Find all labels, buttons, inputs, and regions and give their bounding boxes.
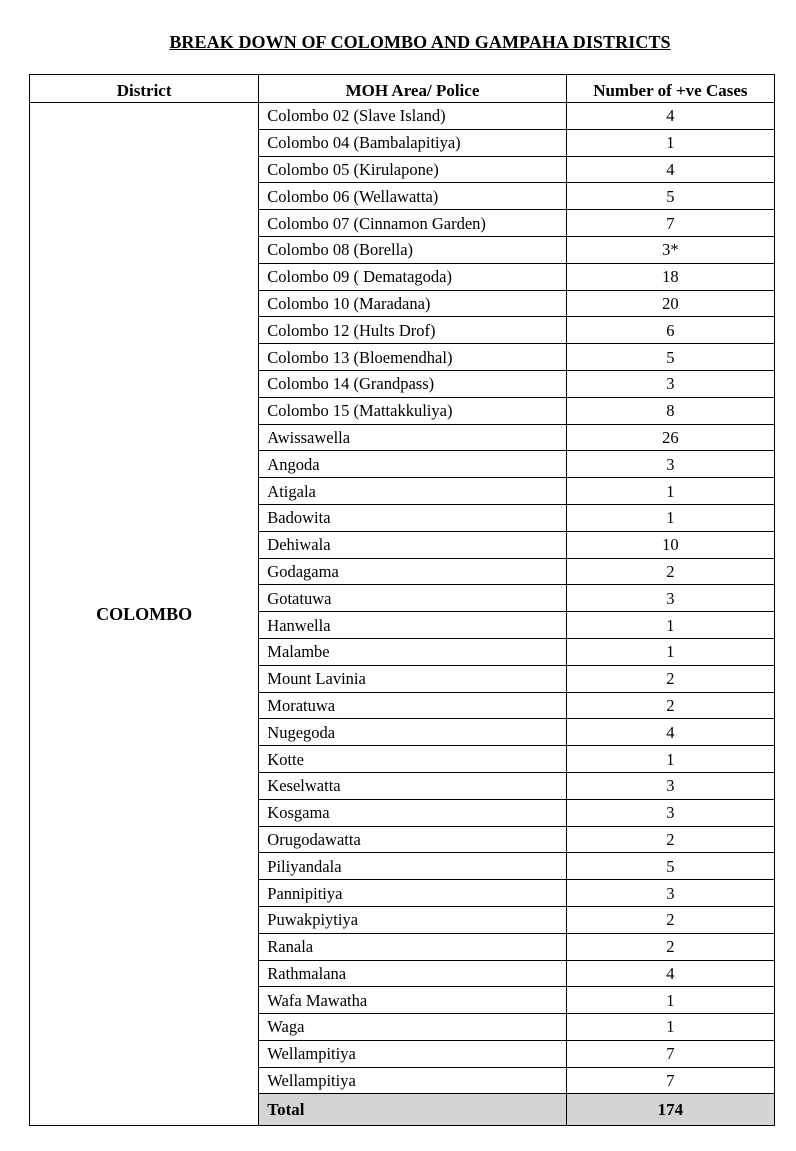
cases-cell: 3 [566, 772, 774, 799]
cases-cell: 2 [566, 826, 774, 853]
moh-area-cell: Godagama [259, 558, 566, 585]
cases-cell: 3 [566, 370, 774, 397]
cases-cell: 5 [566, 853, 774, 880]
table-header-row [30, 75, 775, 103]
cases-cell: 1 [566, 1014, 774, 1041]
moh-area-cell: Colombo 13 (Bloemendhal) [259, 344, 566, 371]
cases-cell: 7 [566, 210, 774, 237]
page-title: BREAK DOWN OF COLOMBO AND GAMPAHA DISTRICTS [169, 32, 671, 52]
cases-cell: 4 [566, 103, 774, 130]
moh-area-cell: Colombo 07 (Cinnamon Garden) [259, 210, 566, 237]
cases-cell: 18 [566, 263, 774, 290]
moh-area-cell: Colombo 12 (Hults Drof) [259, 317, 566, 344]
cases-cell: 1 [566, 478, 774, 505]
cases-cell: 1 [566, 612, 774, 639]
moh-area-cell: Piliyandala [259, 853, 566, 880]
cases-cell: 4 [566, 960, 774, 987]
moh-area-cell: Pannipitiya [259, 880, 566, 907]
moh-area-cell: Malambe [259, 638, 566, 665]
moh-area-cell: Gotatuwa [259, 585, 566, 612]
cases-cell: 2 [566, 692, 774, 719]
moh-area-cell: Wafa Mawatha [259, 987, 566, 1014]
cases-cell: 3 [566, 799, 774, 826]
moh-area-cell: Hanwella [259, 612, 566, 639]
moh-area-cell: Moratuwa [259, 692, 566, 719]
cases-cell: 1 [566, 129, 774, 156]
cases-cell: 4 [566, 156, 774, 183]
moh-area-cell: Kosgama [259, 799, 566, 826]
cases-cell: 3* [566, 236, 774, 263]
total-value: 174 [566, 1094, 774, 1126]
cases-cell: 1 [566, 987, 774, 1014]
header-district: District [30, 75, 259, 103]
cases-cell: 3 [566, 585, 774, 612]
moh-area-cell: Colombo 08 (Borella) [259, 236, 566, 263]
moh-area-cell: Awissawella [259, 424, 566, 451]
moh-area-cell: Colombo 05 (Kirulapone) [259, 156, 566, 183]
moh-area-cell: Colombo 10 (Maradana) [259, 290, 566, 317]
moh-area-cell: Kotte [259, 746, 566, 773]
moh-area-cell: Ranala [259, 933, 566, 960]
cases-cell: 2 [566, 665, 774, 692]
cases-cell: 3 [566, 451, 774, 478]
cases-cell: 6 [566, 317, 774, 344]
cases-cell: 2 [566, 906, 774, 933]
cases-cell: 3 [566, 880, 774, 907]
cases-cell: 5 [566, 183, 774, 210]
cases-cell: 1 [566, 504, 774, 531]
moh-area-cell: Rathmalana [259, 960, 566, 987]
cases-cell: 20 [566, 290, 774, 317]
district-cell: COLOMBO [30, 103, 259, 1126]
table-body [30, 103, 775, 1126]
moh-area-cell: Atigala [259, 478, 566, 505]
cases-cell: 26 [566, 424, 774, 451]
moh-area-cell: Wellampitiya [259, 1067, 566, 1094]
cases-cell: 4 [566, 719, 774, 746]
total-label: Total [259, 1094, 566, 1126]
moh-area-cell: Mount Lavinia [259, 665, 566, 692]
cases-cell: 7 [566, 1040, 774, 1067]
moh-area-cell: Colombo 02 (Slave Island) [259, 103, 566, 130]
moh-area-cell: Colombo 09 ( Dematagoda) [259, 263, 566, 290]
header-cases: Number of +ve Cases [566, 75, 774, 103]
cases-cell: 1 [566, 746, 774, 773]
moh-area-cell: Orugodawatta [259, 826, 566, 853]
moh-area-cell: Nugegoda [259, 719, 566, 746]
cases-table [29, 74, 775, 1126]
moh-area-cell: Angoda [259, 451, 566, 478]
cases-cell: 5 [566, 344, 774, 371]
moh-area-cell: Wellampitiya [259, 1040, 566, 1067]
moh-area-cell: Colombo 06 (Wellawatta) [259, 183, 566, 210]
table-row [30, 103, 775, 130]
moh-area-cell: Colombo 14 (Grandpass) [259, 370, 566, 397]
cases-cell: 10 [566, 531, 774, 558]
cases-cell: 8 [566, 397, 774, 424]
moh-area-cell: Colombo 04 (Bambalapitiya) [259, 129, 566, 156]
moh-area-cell: Keselwatta [259, 772, 566, 799]
moh-area-cell: Colombo 15 (Mattakkuliya) [259, 397, 566, 424]
cases-cell: 1 [566, 638, 774, 665]
cases-cell: 7 [566, 1067, 774, 1094]
moh-area-cell: Dehiwala [259, 531, 566, 558]
moh-area-cell: Puwakpiytiya [259, 906, 566, 933]
header-moh-area: MOH Area/ Police [259, 75, 566, 103]
moh-area-cell: Badowita [259, 504, 566, 531]
cases-cell: 2 [566, 558, 774, 585]
cases-cell: 2 [566, 933, 774, 960]
moh-area-cell: Waga [259, 1014, 566, 1041]
